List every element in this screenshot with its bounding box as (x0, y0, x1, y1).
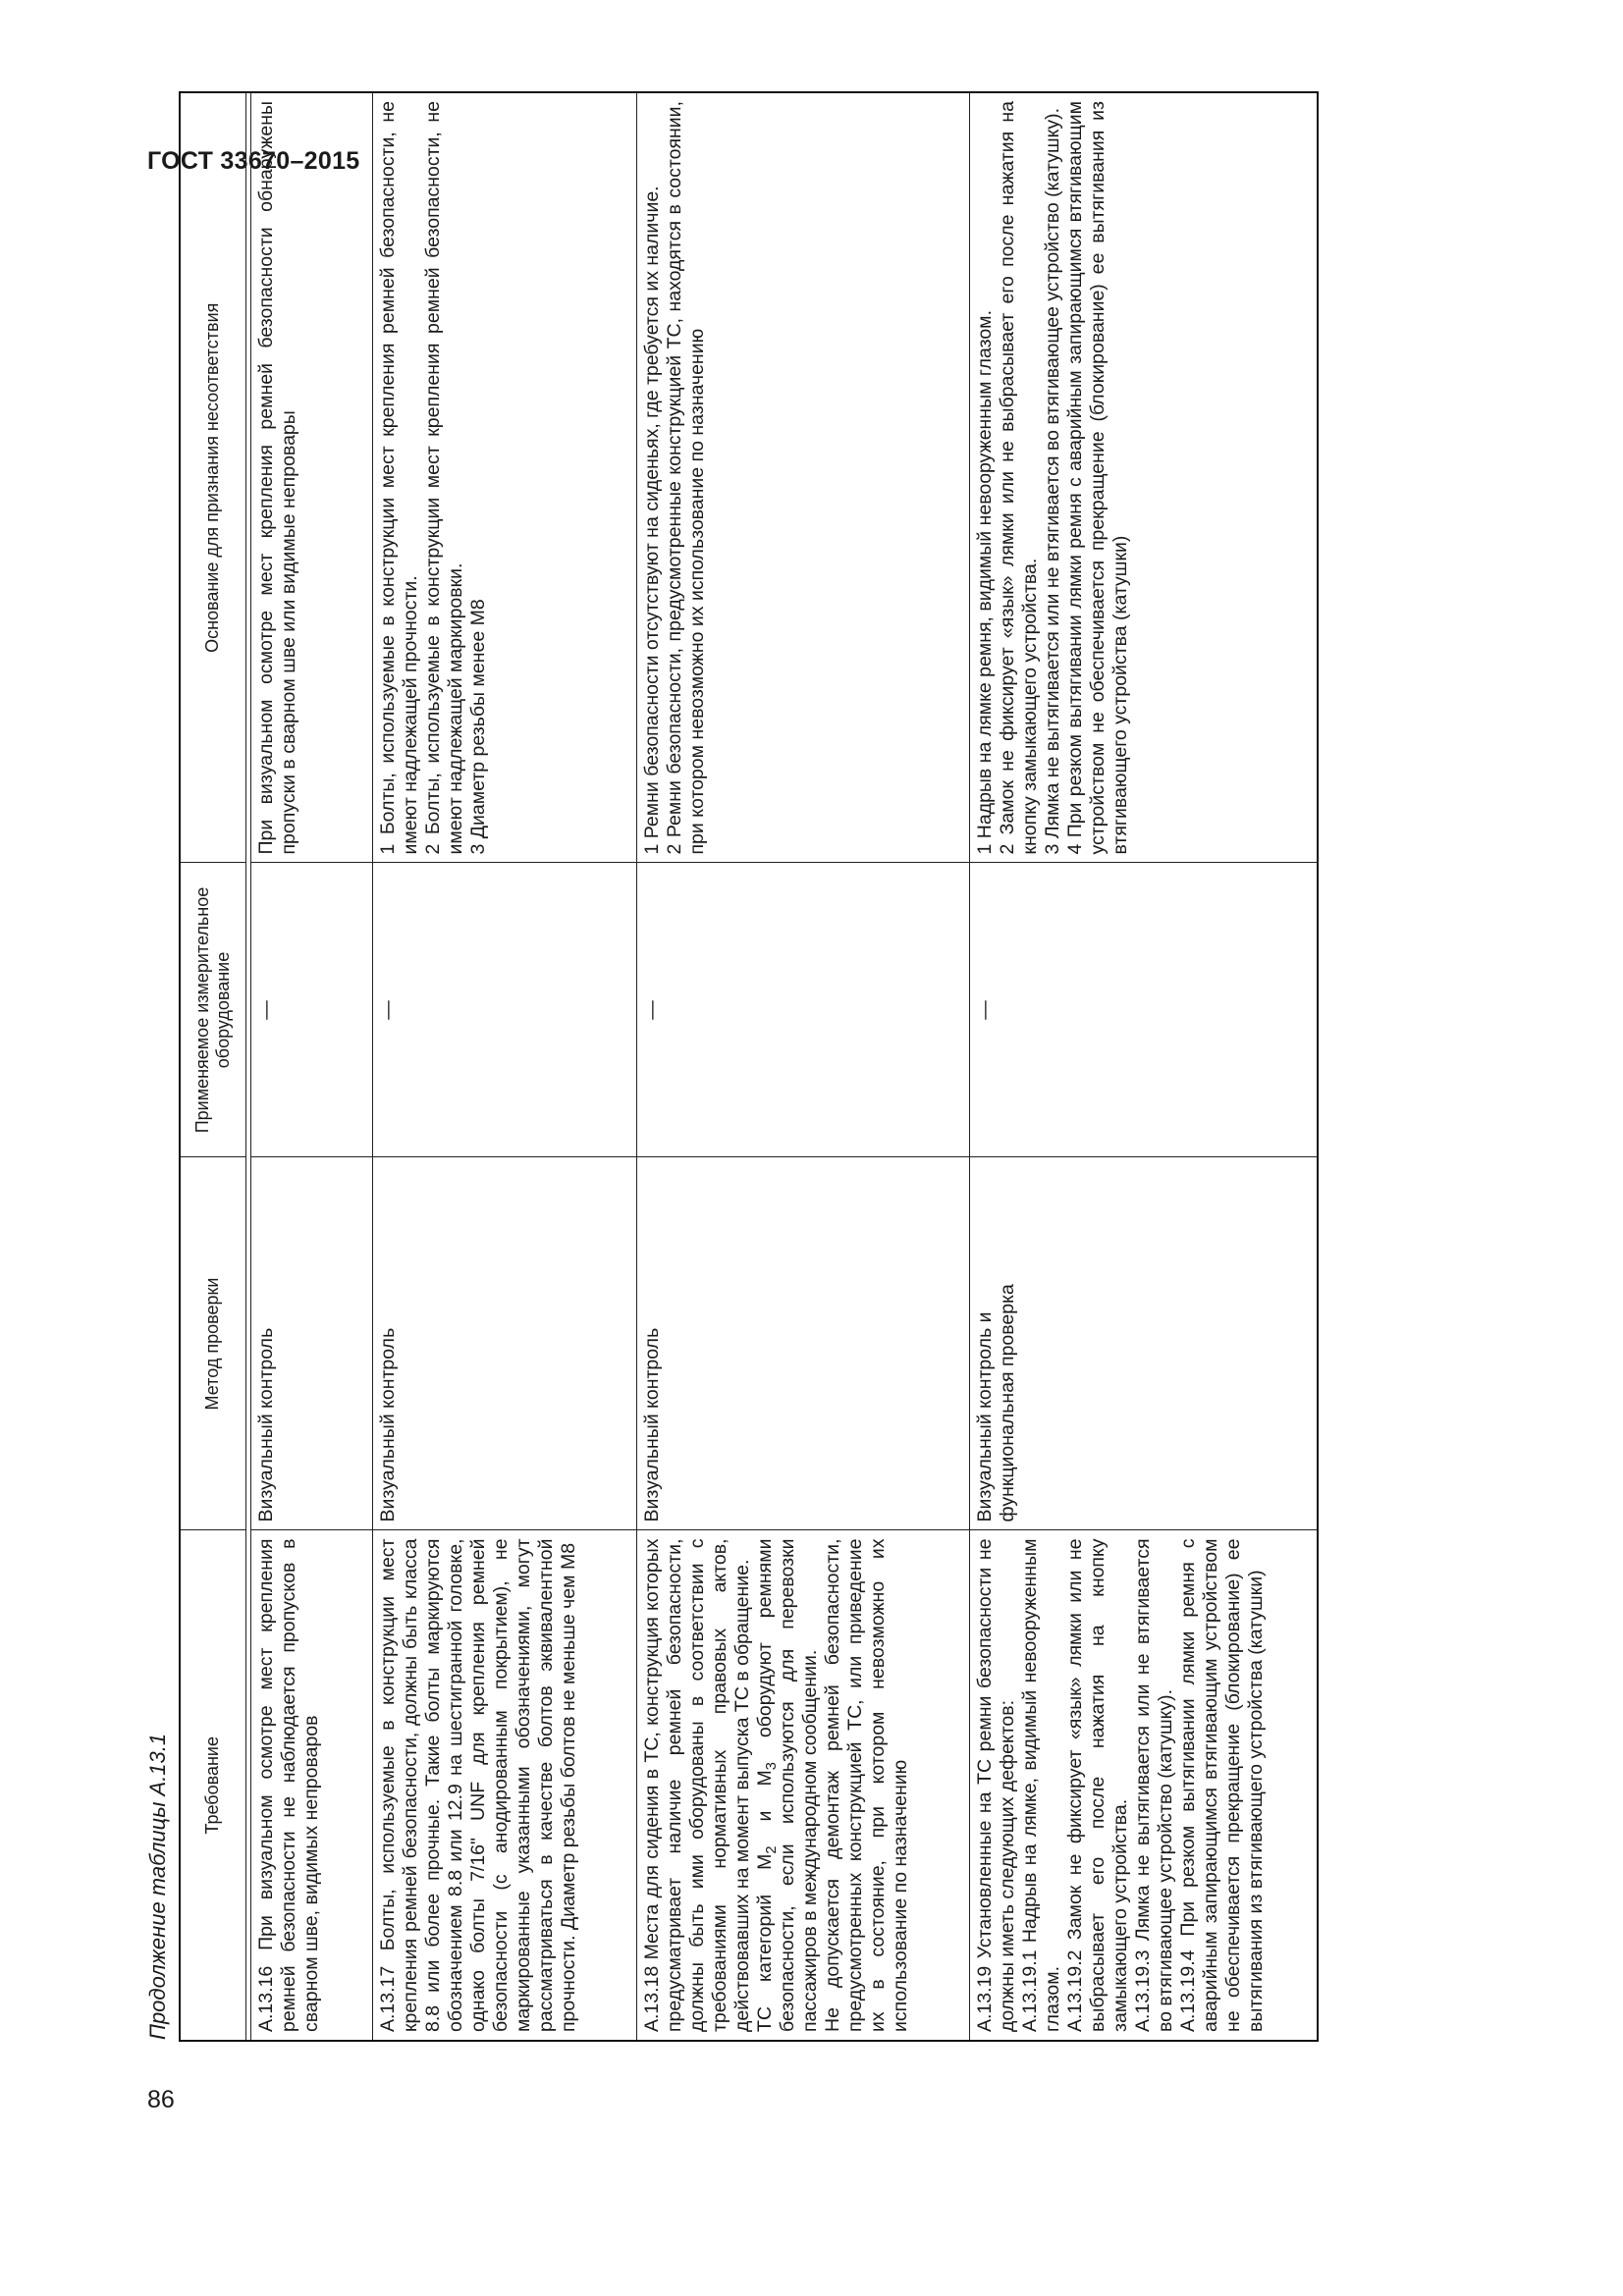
basis-text: При визуальном осмотре мест крепления ремней безопасности обнаружены пропуски в сварном шве или видимые непровары (255, 101, 299, 855)
requirement-text (754, 1539, 822, 2033)
requirement-cell (251, 1530, 373, 2041)
basis-text: 3 Диаметр резьбы менее М8 (467, 599, 489, 855)
method-cell: Визуальный контроль и функциональная проверка (970, 1157, 1319, 1530)
method-cell: Визуальный контроль (373, 1157, 637, 1530)
basis-text: 1 Болты, используемые в конструкции мест крепления ремней безопасности, не имеют надлежащей прочности. (377, 101, 421, 855)
equipment-cell: — (970, 863, 1319, 1157)
rotated-table-area (137, 79, 1424, 2042)
basis-text: 2 Ремни безопасности, предусмотренные конструкцией ТС, находятся в состоянии, при котором невозможно их использование по назначению (664, 101, 708, 855)
document-title: ГОСТ 33670–2015 (147, 147, 360, 175)
method-cell: Визуальный контроль (251, 1157, 373, 1530)
table-row (970, 92, 1319, 2041)
basis-text: 3 Лямка не вытягивается или не втягивается во втягивающее устройство (катушку). (1042, 107, 1063, 855)
column-header-basis: Основание для признания несоответствия (180, 92, 246, 863)
subscript: 3 (763, 1762, 780, 1771)
method-cell: Визуальный контроль (637, 1157, 970, 1530)
column-header-requirement: Требование (180, 1530, 246, 2041)
requirement-cell (970, 1530, 1319, 2041)
basis-cell (373, 92, 637, 863)
basis-text: 2 Болты, используемые в конструкции мест крепления ремней безопасности, не имеют надлежащей маркировки. (422, 101, 466, 855)
requirement-text: А.13.19 Установленные на ТС ремни безопасности не должны иметь следующих дефектов: (974, 1538, 1018, 2032)
basis-cell (970, 92, 1319, 863)
requirement-text: Не допускается демонтаж ремней безопасности, предусмотренных конструкцией ТС, или приведение их в состояние, при котором невозможно их использование по назначению (822, 1538, 911, 2032)
table-row (251, 92, 373, 2041)
requirement-text: А.13.17 Болты, используемые в конструкции мест крепления ремней безопасности, должны быть класса 8.8 или более прочные. Такие болты маркируются обозначением 8.8 или 12.9 на шестигранной головке, однако болты 7/16" UNF для крепления ремней безопасности (с анодированным покрытием), не маркированные указанными обозначениями, могут рассматриваться в качестве болтов эквивалентной прочности. Диаметр резьбы болтов не меньше чем М8 (377, 1538, 579, 2032)
requirement-text-part: и М (754, 1770, 776, 1846)
column-header-method: Метод проверки (180, 1157, 246, 1530)
requirement-text-part: ТС категорий М (754, 1853, 776, 2032)
requirement-cell (373, 1530, 637, 2041)
table-row (637, 92, 970, 2041)
requirement-text: А.13.19.2 Замок не фиксирует «язык» лямки или не выбрасывает его после нажатия на кнопку замыкающего устройства. (1064, 1538, 1131, 2032)
requirement-text-part: оборудуют ремнями безопасности, если используются для перевозки пассажиров в международном сообщении. (754, 1538, 821, 2032)
table-caption: Продолжение таблицы А.13.1 (145, 1733, 170, 2040)
basis-cell (251, 92, 373, 863)
table-row (373, 92, 637, 2041)
equipment-cell: — (637, 863, 970, 1157)
page-number: 86 (147, 2086, 175, 2113)
requirement-text: А.13.19.1 Надрыв на лямке, видимый невооруженным глазом. (1019, 1538, 1063, 2032)
requirements-table (179, 91, 1319, 2042)
basis-text: 4 При резком вытягивании лямки ремня с аварийным запирающимся втягивающим устройством не обеспечивается прекращение (блокирование) ее вытягивания из втягивающего устройства (катушки) (1064, 101, 1131, 855)
basis-cell (637, 92, 970, 863)
requirement-text: А.13.19.4 При резком вытягивании лямки ремня с аварийным запирающимся втягивающим устройством не обеспечивается прекращение (блокирование) ее вытягивания из втягивающего устройства (катушки) (1177, 1538, 1267, 2032)
equipment-cell: — (251, 863, 373, 1157)
requirement-cell (637, 1530, 970, 2041)
equipment-cell: — (373, 863, 637, 1157)
requirement-text: А.13.19.3 Лямка не вытягивается или не втягивается во втягивающее устройство (катушку). (1132, 1538, 1176, 2032)
basis-text: 1 Надрыв на лямке ремня, видимый невооруженным глазом. (974, 310, 996, 855)
basis-text: 1 Ремни безопасности отсутствуют на сиденьях, где требуется их наличие. (641, 186, 663, 855)
subscript: 2 (763, 1845, 780, 1854)
requirement-text: А.13.16 При визуальном осмотре мест крепления ремней безопасности не наблюдается пропусков в сварном шве, видимых непроваров (255, 1538, 322, 2032)
column-header-equipment: Применяемое измерительное оборудование (180, 863, 246, 1157)
basis-text: 2 Замок не фиксирует «язык» лямки или не выбрасывает его после нажатия на кнопку замыкающего устройства. (997, 101, 1041, 855)
table-header-row (180, 92, 246, 2041)
requirement-text: А.13.18 Места для сидения в ТС, конструкция которых предусматривает наличие ремней безопасности, должны быть ими оборудованы в соответствии с требованиями нормативных правовых актов, действовавших на момент выпуска ТС в обращение. (641, 1538, 753, 2032)
